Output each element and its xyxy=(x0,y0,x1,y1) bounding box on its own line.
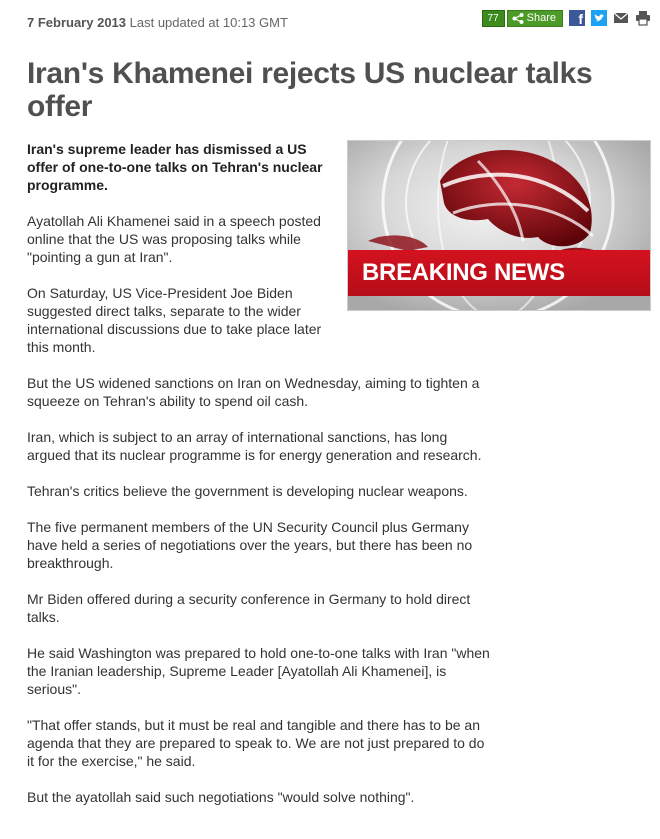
article-paragraph: He said Washington was prepared to hold one-to-one talks with Iran "when the Iranian leadership, Supreme Leader [Ayatollah Ali Khamenei], is serious". xyxy=(27,645,490,697)
article-headline: Iran's Khamenei rejects US nuclear talks offer xyxy=(27,57,593,123)
share-label: Share xyxy=(526,11,556,24)
article-paragraph: "That offer stands, but it must be real and tangible and there has to be an agenda that they are prepared to speak to. We are not just prepared to do it for the exercise," he said. xyxy=(27,717,485,769)
article-paragraph: Ayatollah Ali Khamenei said in a speech posted online that the US was proposing talks while "pointing a gun at Iran". xyxy=(27,213,321,265)
article-paragraph: Tehran's critics believe the government is developing nuclear weapons. xyxy=(27,483,468,499)
email-icon[interactable] xyxy=(613,10,629,26)
article-paragraph: On Saturday, US Vice-President Joe Biden suggested direct talks, separate to the wider international discussions due to take place later this month. xyxy=(27,285,322,355)
share-icon xyxy=(512,13,524,24)
share-button[interactable] xyxy=(507,10,563,27)
article-paragraph: But the ayatollah said such negotiations "would solve nothing". xyxy=(27,789,415,805)
article-body xyxy=(27,140,493,824)
article-paragraph: Mr Biden offered during a security conference in Germany to hold direct talks. xyxy=(27,591,471,625)
share-toolbar xyxy=(482,10,651,26)
article-paragraph: The five permanent members of the UN Security Council plus Germany have held a series of negotiations over the years, but there has been no breakthrough. xyxy=(27,519,473,571)
facebook-icon[interactable]: f xyxy=(569,10,585,26)
article-paragraph: Iran, which is subject to an array of international sanctions, has long argued that its nuclear programme is for energy generation and research. xyxy=(27,429,482,463)
breaking-news-text: BREAKING NEWS xyxy=(362,259,565,286)
article-paragraph: But the US widened sanctions on Iran on Wednesday, aiming to tighten a squeeze on Tehran's ability to spend oil cash. xyxy=(27,375,480,409)
share-count: 77 xyxy=(482,10,505,27)
last-updated: Last updated at 10:13 GMT xyxy=(129,15,288,30)
print-icon[interactable] xyxy=(635,10,651,26)
article-intro: Iran's supreme leader has dismissed a US offer of one-to-one talks on Tehran's nuclear programme. xyxy=(27,141,323,193)
article-date: 7 February 2013 xyxy=(27,15,127,30)
twitter-icon[interactable] xyxy=(591,10,607,26)
dateline xyxy=(27,15,288,30)
